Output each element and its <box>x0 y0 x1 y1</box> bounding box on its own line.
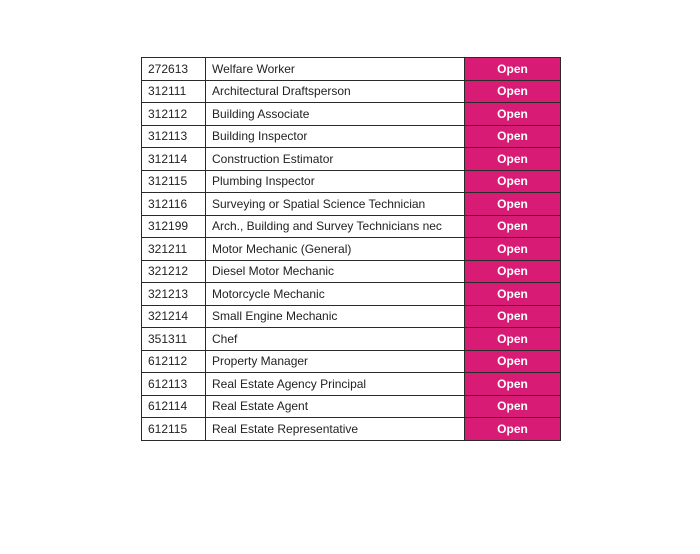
occupation-title: Motorcycle Mechanic <box>206 283 465 306</box>
occupation-title: Real Estate Agency Principal <box>206 373 465 396</box>
occupation-code: 312111 <box>142 80 206 103</box>
occupation-code: 321213 <box>142 283 206 306</box>
table-row <box>142 80 561 103</box>
table-row <box>142 305 561 328</box>
occupation-code: 612114 <box>142 395 206 418</box>
occupation-code: 321214 <box>142 305 206 328</box>
status-badge: Open <box>465 148 561 171</box>
table-row <box>142 283 561 306</box>
table-row <box>142 125 561 148</box>
table-row <box>142 170 561 193</box>
status-badge: Open <box>465 373 561 396</box>
occupation-title: Construction Estimator <box>206 148 465 171</box>
occupation-title: Architectural Draftsperson <box>206 80 465 103</box>
table-row <box>142 193 561 216</box>
occupation-title: Real Estate Representative <box>206 418 465 441</box>
status-badge: Open <box>465 395 561 418</box>
occupation-title: Real Estate Agent <box>206 395 465 418</box>
occupation-code: 312116 <box>142 193 206 216</box>
status-badge: Open <box>465 260 561 283</box>
occupation-table <box>141 57 561 441</box>
status-badge: Open <box>465 58 561 81</box>
status-badge: Open <box>465 283 561 306</box>
occupation-title: Motor Mechanic (General) <box>206 238 465 261</box>
table-row <box>142 373 561 396</box>
occupation-title: Property Manager <box>206 350 465 373</box>
status-badge: Open <box>465 193 561 216</box>
occupation-code: 612113 <box>142 373 206 396</box>
status-badge: Open <box>465 80 561 103</box>
occupation-code: 321212 <box>142 260 206 283</box>
occupation-code: 612115 <box>142 418 206 441</box>
occupation-code: 272613 <box>142 58 206 81</box>
table-row <box>142 148 561 171</box>
table-row <box>142 418 561 441</box>
occupation-code: 351311 <box>142 328 206 351</box>
occupation-code: 312112 <box>142 103 206 126</box>
table-row <box>142 395 561 418</box>
table-row <box>142 238 561 261</box>
status-badge: Open <box>465 305 561 328</box>
status-badge: Open <box>465 238 561 261</box>
occupation-code: 312115 <box>142 170 206 193</box>
status-badge: Open <box>465 215 561 238</box>
occupation-code: 321211 <box>142 238 206 261</box>
occupation-code: 612112 <box>142 350 206 373</box>
table-row <box>142 350 561 373</box>
occupation-code: 312113 <box>142 125 206 148</box>
status-badge: Open <box>465 418 561 441</box>
table-row <box>142 260 561 283</box>
occupation-title: Small Engine Mechanic <box>206 305 465 328</box>
occupation-title: Surveying or Spatial Science Technician <box>206 193 465 216</box>
occupation-title: Chef <box>206 328 465 351</box>
occupation-title: Diesel Motor Mechanic <box>206 260 465 283</box>
status-badge: Open <box>465 170 561 193</box>
table-row <box>142 215 561 238</box>
status-badge: Open <box>465 350 561 373</box>
occupation-title: Building Associate <box>206 103 465 126</box>
occupation-code: 312199 <box>142 215 206 238</box>
status-badge: Open <box>465 103 561 126</box>
status-badge: Open <box>465 125 561 148</box>
occupation-title: Plumbing Inspector <box>206 170 465 193</box>
occupation-title: Welfare Worker <box>206 58 465 81</box>
occupation-code: 312114 <box>142 148 206 171</box>
table-row <box>142 58 561 81</box>
occupation-title: Building Inspector <box>206 125 465 148</box>
occupation-title: Arch., Building and Survey Technicians nec <box>206 215 465 238</box>
table-row <box>142 103 561 126</box>
table-row <box>142 328 561 351</box>
status-badge: Open <box>465 328 561 351</box>
